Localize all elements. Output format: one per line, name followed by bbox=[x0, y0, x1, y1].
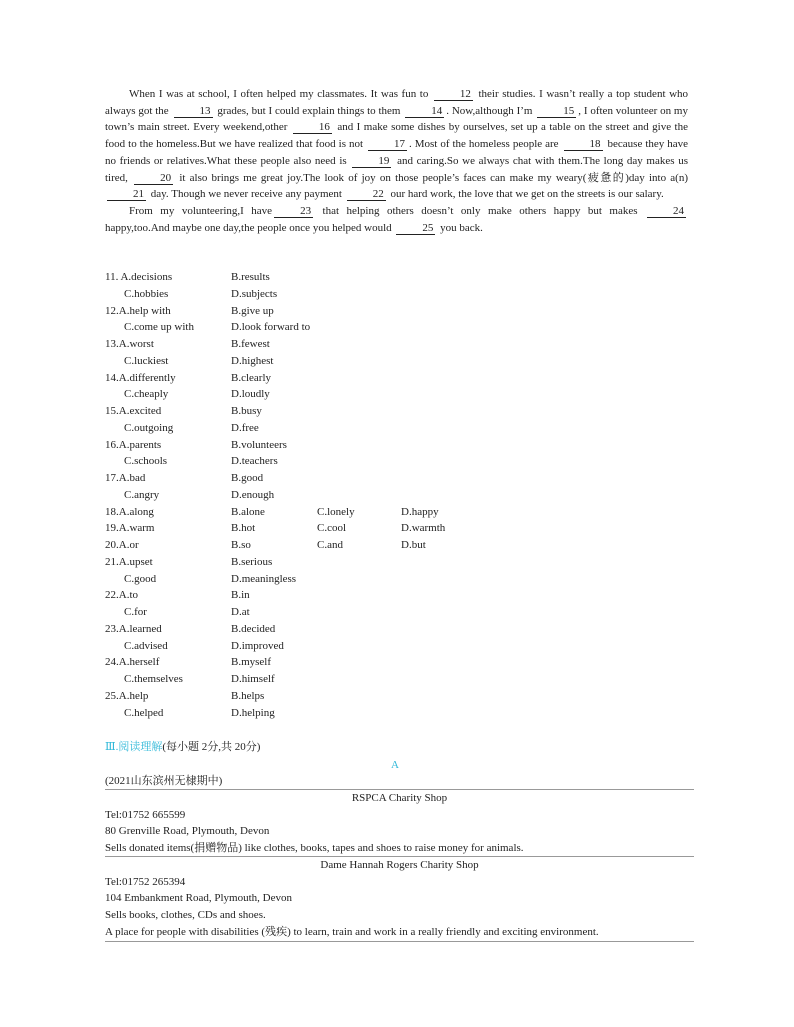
option-choice: D.teachers bbox=[231, 455, 278, 468]
option-choice: C.angry bbox=[124, 488, 160, 501]
option-choice: C.come up with bbox=[124, 321, 194, 334]
shop-dame-hannah-rogers bbox=[105, 856, 694, 942]
option-choice: C.schools bbox=[124, 455, 168, 468]
option-row bbox=[105, 269, 505, 286]
option-choice: D.but bbox=[401, 539, 426, 551]
option-choice: B.clearly bbox=[231, 371, 272, 384]
option-choice: 15.A.excited bbox=[105, 405, 162, 417]
option-choice: B.volunteers bbox=[231, 438, 287, 451]
option-choice: C.cheaply bbox=[124, 388, 169, 401]
option-choice: B.decided bbox=[231, 622, 276, 635]
option-choice: B.in bbox=[231, 589, 250, 602]
part-letter: A bbox=[391, 759, 399, 771]
blank-18: 18 bbox=[564, 138, 603, 151]
blank-22: 22 bbox=[347, 188, 386, 201]
option-row bbox=[105, 403, 505, 420]
shop-rspca bbox=[105, 789, 694, 857]
option-choice: D.improved bbox=[231, 639, 284, 652]
section-title: Ⅲ.阅读理解 bbox=[105, 741, 163, 753]
option-choice: B.myself bbox=[231, 656, 272, 669]
option-choice: B.hot bbox=[231, 522, 256, 535]
blank-21: 21 bbox=[107, 188, 146, 201]
option-choice: D.himself bbox=[231, 673, 275, 685]
option-choice: D.free bbox=[231, 421, 259, 434]
option-choice: B.so bbox=[231, 539, 251, 551]
option-choice: D.meaningless bbox=[231, 572, 297, 585]
option-choice: C.hobbies bbox=[124, 287, 169, 300]
option-choice: 18.A.along bbox=[105, 505, 154, 518]
blank-13: 13 bbox=[174, 105, 213, 118]
shop-address: 104 Embankment Road, Plymouth, Devon bbox=[105, 892, 292, 905]
blank-19: 19 bbox=[352, 155, 391, 168]
option-row bbox=[105, 571, 505, 588]
blank-12: 12 bbox=[434, 88, 473, 101]
option-row bbox=[105, 336, 505, 353]
option-choice: D.at bbox=[231, 606, 250, 618]
option-choice: B.helps bbox=[231, 689, 265, 702]
option-choice: C.themselves bbox=[124, 673, 183, 685]
option-row bbox=[105, 587, 505, 604]
option-choice: B.fewest bbox=[231, 338, 270, 350]
source-note: (2021山东滨州无棣期中) bbox=[105, 775, 223, 787]
option-row bbox=[105, 286, 505, 303]
option-row bbox=[105, 654, 505, 671]
option-choice: 13.A.worst bbox=[105, 338, 154, 350]
blank-15: 15 bbox=[537, 105, 576, 118]
shop-description-2: A place for people with disabilities (残疾) to learn, train and work in a really friendly and exciting environment. bbox=[105, 925, 599, 938]
option-choice: D.helping bbox=[231, 706, 275, 719]
option-choice: 25.A.help bbox=[105, 689, 149, 702]
option-row bbox=[105, 638, 505, 655]
option-choice: D.happy bbox=[401, 505, 439, 518]
option-choice: D.look forward to bbox=[231, 321, 311, 334]
shop-description: Sells donated items(捐赠物品) like clothes, books, tapes and shoes to raise money for animals. bbox=[105, 842, 524, 855]
option-choice: 24.A.herself bbox=[105, 656, 160, 669]
option-row bbox=[105, 453, 505, 470]
blank-25: 25 bbox=[396, 222, 435, 235]
cloze-passage bbox=[105, 86, 688, 236]
option-choice: C.lonely bbox=[317, 505, 355, 518]
option-choice: B.serious bbox=[231, 555, 273, 568]
option-row bbox=[105, 604, 505, 621]
option-choice: 23.A.learned bbox=[105, 622, 162, 635]
option-choice: C.helped bbox=[124, 706, 164, 719]
option-choice: D.enough bbox=[231, 488, 275, 501]
option-row bbox=[105, 487, 505, 504]
option-choice: 22.A.to bbox=[105, 589, 138, 602]
option-row bbox=[105, 621, 505, 638]
option-row bbox=[105, 437, 505, 454]
option-choice: B.results bbox=[231, 271, 270, 283]
shop-tel: Tel:01752 265394 bbox=[105, 875, 186, 888]
option-row bbox=[105, 420, 505, 437]
option-row bbox=[105, 554, 505, 571]
shop-description: Sells books, clothes, CDs and shoes. bbox=[105, 909, 266, 922]
option-choice: D.subjects bbox=[231, 287, 278, 300]
option-choice: 12.A.help with bbox=[105, 304, 171, 317]
option-choice: D.loudly bbox=[231, 388, 270, 401]
option-row bbox=[105, 470, 505, 487]
option-choice: 11. A.decisions bbox=[105, 271, 173, 283]
option-row bbox=[105, 353, 505, 370]
section-note: (每小题 2分,共 20分) bbox=[162, 741, 261, 753]
passage-paragraph-2: From my volunteering,I have 23 that helping others doesn’t only make others happy but makes 24 happy,too.And maybe one day,the people once you helped would 25 you back. bbox=[105, 204, 684, 234]
option-choice: B.give up bbox=[231, 304, 274, 317]
option-choice: B.good bbox=[231, 472, 264, 484]
option-row bbox=[105, 705, 505, 722]
option-choice: 14.A.differently bbox=[105, 371, 176, 384]
shop-address: 80 Grenville Road, Plymouth, Devon bbox=[105, 825, 270, 838]
blank-14: 14 bbox=[405, 105, 444, 118]
option-choice: C.advised bbox=[124, 639, 168, 652]
option-choice: D.warmth bbox=[401, 522, 446, 535]
option-choice: C.and bbox=[317, 539, 343, 551]
option-choice: 17.A.bad bbox=[105, 472, 146, 484]
option-choice: C.cool bbox=[317, 522, 347, 535]
option-choice: C.for bbox=[124, 606, 147, 618]
option-row bbox=[105, 504, 505, 521]
section-header bbox=[105, 739, 260, 756]
option-row bbox=[105, 688, 505, 705]
shop-title: RSPCA Charity Shop bbox=[105, 789, 694, 807]
option-choice: 16.A.parents bbox=[105, 438, 162, 451]
option-choice: B.alone bbox=[231, 505, 265, 518]
blank-20: 20 bbox=[134, 172, 173, 185]
option-choice: C.outgoing bbox=[124, 421, 174, 434]
option-choice: 21.A.upset bbox=[105, 555, 153, 568]
answer-options-list bbox=[105, 269, 505, 721]
option-row bbox=[105, 537, 505, 554]
blank-16: 16 bbox=[293, 121, 332, 134]
option-choice: C.good bbox=[124, 572, 157, 585]
option-row bbox=[105, 520, 505, 537]
blank-24: 24 bbox=[647, 205, 686, 218]
option-row bbox=[105, 319, 505, 336]
blank-17: 17 bbox=[368, 138, 407, 151]
option-choice: B.busy bbox=[231, 405, 262, 417]
option-row bbox=[105, 386, 505, 403]
blank-23: 23 bbox=[274, 205, 313, 218]
shop-tel: Tel:01752 665599 bbox=[105, 808, 186, 821]
passage-paragraph-1: When I was at school, I often helped my classmates. It was fun to 12 their studies. I wasn’t really a top student who always got the 13 grades, but I could explain things to them 14 . Now,although I’m 15 , I often volunteer on my town’s main street. Every weekend,other 16 and I make some dishes by ourselves, set up a table on the street and give the food to the homeless.But we have realized that food is not 17 . Most of the homeless people are 18 because they have no friends or relatives.What these people also need is 19 and caring.So we always chat with them.The long day makes us tired, 20 it also brings me great joy.The look of joy on those people’s faces can make my weary(疲惫的)day into a(n) 21 day. Though we never receive any payment 22 our hard work, the love that we get on the streets is our salary. bbox=[105, 88, 689, 201]
option-row bbox=[105, 303, 505, 320]
option-choice: C.luckiest bbox=[124, 354, 169, 367]
option-row bbox=[105, 671, 505, 688]
shop-title: Dame Hannah Rogers Charity Shop bbox=[105, 856, 694, 874]
option-row bbox=[105, 370, 505, 387]
option-choice: 20.A.or bbox=[105, 539, 139, 551]
option-choice: D.highest bbox=[231, 354, 274, 367]
option-choice: 19.A.warm bbox=[105, 522, 155, 535]
